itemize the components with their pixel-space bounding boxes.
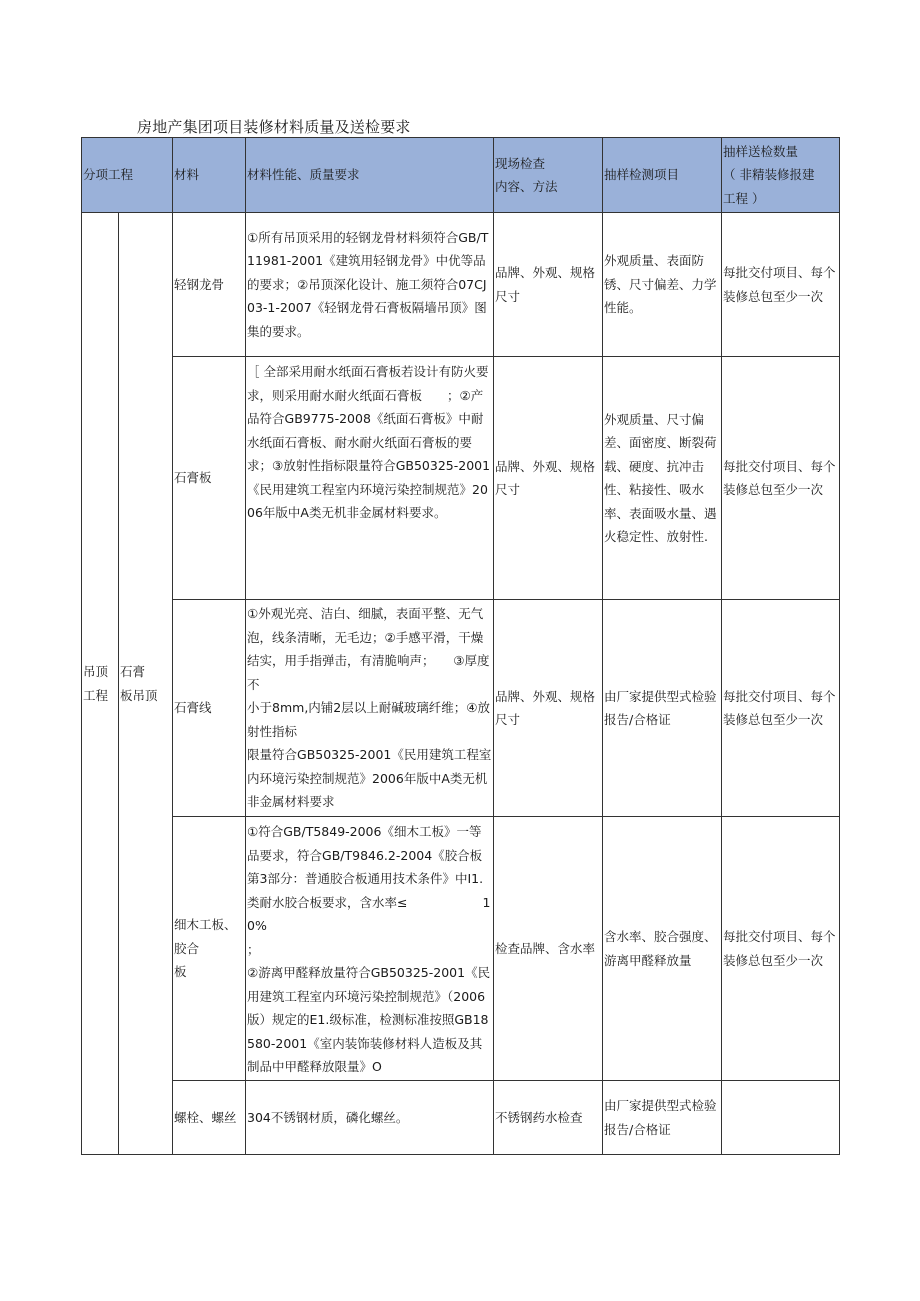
subcategory-cell: 石膏 板吊顶 bbox=[119, 213, 173, 1155]
material-cell: 轻钢龙骨 bbox=[173, 213, 246, 357]
site-check-cell: 品牌、外观、规格尺寸 bbox=[494, 213, 603, 357]
material-requirements-table bbox=[81, 137, 840, 1155]
sample-items-cell: 由厂家提供型式检验报告/合格证 bbox=[603, 600, 722, 817]
sample-qty-cell: 每批交付项目、每个装修总包至少一次 bbox=[722, 817, 840, 1081]
sample-items-cell: 含水率、胶合强度、游离甲醛释放量 bbox=[603, 817, 722, 1081]
site-check-cell: 品牌、外观、规格尺寸 bbox=[494, 600, 603, 817]
material-cell: 石膏线 bbox=[173, 600, 246, 817]
header-category: 分项工程 bbox=[82, 138, 173, 213]
header-site-check: 现场检查 内容、方法 bbox=[494, 138, 603, 213]
site-check-cell: 不锈钢药水检查 bbox=[494, 1081, 603, 1155]
requirement-cell: 304不锈钢材质，磷化螺丝。 bbox=[246, 1081, 494, 1155]
table-header-row bbox=[82, 138, 840, 213]
sample-qty-cell: 每批交付项目、每个装修总包至少一次 bbox=[722, 213, 840, 357]
requirement-cell: ①外观光亮、洁白、细腻，表面平整、无气泡，线条清晰，无毛边；②手感平滑，干燥结实，用手指弹击，有清脆响声； ③厚度不 小于8mm,内铺2层以上耐碱玻璃纤维；④放射性指标 限量符合GB50325-2001《民用建筑工程室内环境污染控制规范》2006年版中A类无机非金属材料要求 bbox=[246, 600, 494, 817]
requirement-cell: ①符合GB/T5849-2006《细木工板》一等品要求，符合GB/T9846.2-2004《胶合板第3部分：普通胶合板通用技术条件》中I1.类耐水胶合板要求，含水率≤ 10% ； ②游离甲醛释放量符合GB50325-2001《民用建筑工程室内环境污染控制规范》（2006版）规定的E1.级标准，检测标准按照GB18580-2001《室内装饰装修材料人造板及其制品中甲醛释放限量》O bbox=[246, 817, 494, 1081]
material-cell: 螺栓、螺丝 bbox=[173, 1081, 246, 1155]
table-row bbox=[82, 817, 840, 1081]
sample-qty-cell: 每批交付项目、每个装修总包至少一次 bbox=[722, 600, 840, 817]
header-requirements: 材料性能、质量要求 bbox=[246, 138, 494, 213]
table-row bbox=[82, 357, 840, 600]
material-cell: 石膏板 bbox=[173, 357, 246, 600]
header-material: 材料 bbox=[173, 138, 246, 213]
site-check-cell: 检查品牌、含水率 bbox=[494, 817, 603, 1081]
sample-qty-cell: 每批交付项目、每个装修总包至少一次 bbox=[722, 357, 840, 600]
table-row bbox=[82, 213, 840, 357]
requirement-cell: ［ 全部采用耐水纸面石膏板若设计有防火要求，则采用耐水耐火纸面石膏板 ；②产品符合GB9775-2008《纸面石膏板》中耐水纸面石膏板、耐水耐火纸面石膏板的要求；③放射性指标限量符合GB50325-2001《民用建筑工程室内环境污染控制规范》2006年版中A类无机非金属材料要求。 bbox=[246, 357, 494, 600]
table-row bbox=[82, 1081, 840, 1155]
table-row bbox=[82, 600, 840, 817]
sample-items-cell: 由厂家提供型式检验报告/合格证 bbox=[603, 1081, 722, 1155]
category-cell: 吊顶 工程 bbox=[82, 213, 119, 1155]
requirement-cell: ①所有吊顶采用的轻钢龙骨材料须符合GB/T11981-2001《建筑用轻钢龙骨》中优等品的要求；②吊顶深化设计、施工须符合07CJ03-1-2007《轻钢龙骨石膏板隔墙吊顶》图集的要求。 bbox=[246, 213, 494, 357]
site-check-cell: 品牌、外观、规格尺寸 bbox=[494, 357, 603, 600]
sample-items-cell: 外观质量、表面防锈、尺寸偏差、力学性能。 bbox=[603, 213, 722, 357]
document-title: 房地产集团项目装修材料质量及送检要求 bbox=[137, 118, 411, 136]
header-sample-qty: 抽样送检数量 （ 非精装修报建 工程 ） bbox=[722, 138, 840, 213]
sample-qty-cell bbox=[722, 1081, 840, 1155]
sample-items-cell: 外观质量、尺寸偏差、面密度、断裂荷载、硬度、抗冲击性、粘接性、吸水率、表面吸水量、遇火稳定性、放射性. bbox=[603, 357, 722, 600]
header-sample-items: 抽样检测项目 bbox=[603, 138, 722, 213]
material-cell: 细木工板、胶合 板 bbox=[173, 817, 246, 1081]
